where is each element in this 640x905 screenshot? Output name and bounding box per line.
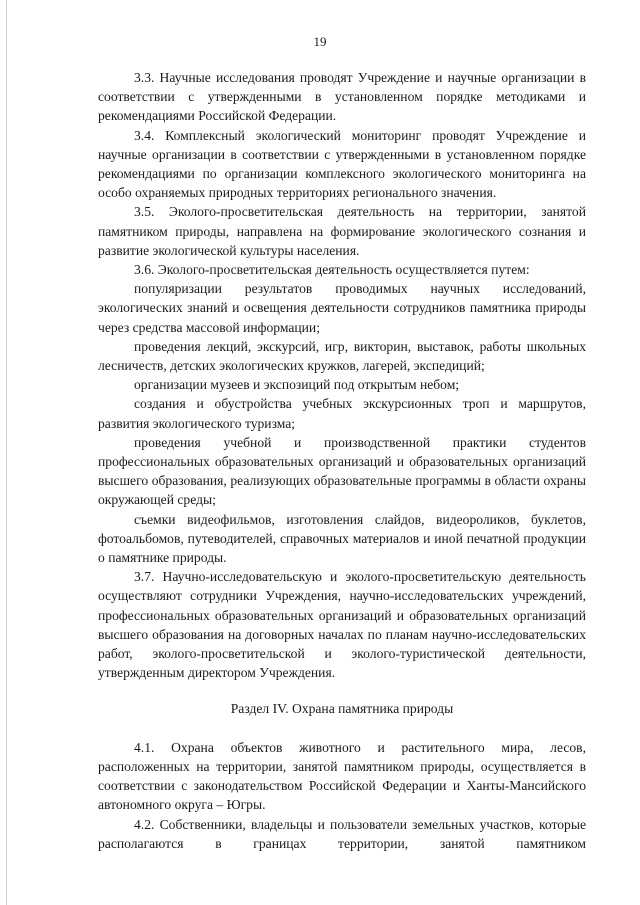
- list-item-filming: съемки видеофильмов, изготовления слайдов, видеороликов, буклетов, фотоальбомов, путеводителей, справочных материалов и иной печатной продукции о памятнике природы.: [98, 511, 586, 566]
- paragraph-4-1: 4.1. Охрана объектов животного и растительного мира, лесов, расположенных на территории, занятой памятником природы, осуществляется в соответствии с законодательством Российской Федерации и Ханты-Мансийского автономного округа – Югры.: [98, 739, 586, 813]
- list-item-museums: организации музеев и экспозиций под открытым небом;: [134, 377, 460, 393]
- scan-edge-line: [6, 0, 7, 905]
- paragraph-3-6: 3.6. Эколого-просветительская деятельность осуществляется путем:: [134, 262, 530, 278]
- page-number: 19: [313, 34, 327, 49]
- document-body: [98, 68, 586, 853]
- paragraph-3-5: 3.5. Эколого-просветительская деятельность на территории, занятой памятником природы, направлена на формирование экологического сознания и развитие экологической культуры населения.: [98, 204, 586, 258]
- paragraph-3-3: 3.3. Научные исследования проводят Учреждение и научные организации в соответствии с утвержденными в установленном порядке методиками и рекомендациями Российской Федерации.: [98, 70, 586, 124]
- section-title: Раздел IV. Охрана памятника природы: [230, 700, 454, 716]
- list-item-popularization: популяризации результатов проводимых научных исследований, экологических знаний и освещения деятельности сотрудников памятника природы через средства массовой информации;: [98, 281, 586, 335]
- paragraph-3-4: 3.4. Комплексный экологический мониторинг проводят Учреждение и научные организации в соответствии с утвержденными в установленном порядке рекомендациями по организации комплексного экологического мониторинга на особо охраняемых природных территориях регионального значения.: [98, 127, 586, 201]
- list-item-trails: создания и обустройства учебных экскурсионных троп и маршрутов, развития экологического туризма;: [98, 396, 586, 431]
- list-item-practice: проведения учебной и производственной практики студентов профессиональных образовательных организаций и образовательных организаций высшего образования, реализующих образовательные программы в области охраны окружающей среды;: [98, 434, 586, 508]
- paragraph-3-7: 3.7. Научно-исследовательскую и эколого-просветительскую деятельность осуществляют сотрудники Учреждения, научно-исследовательских учреждений, профессиональных образовательных организаций и образовательных организаций высшего образования на договорных началах по планам научно-исследовательских работ, эколого-просветительской и эколого-туристической деятельности, утвержденным директором Учреждения.: [98, 569, 586, 681]
- list-item-lectures: проведения лекций, экскурсий, игр, викторин, выставок, работы школьных лесничеств, детских экологических кружков, лагерей, экспедиций;: [98, 338, 586, 374]
- paragraph-4-2: 4.2. Собственники, владельцы и пользователи земельных участков, которые располагаются в границах территории, занятой памятником: [98, 816, 586, 851]
